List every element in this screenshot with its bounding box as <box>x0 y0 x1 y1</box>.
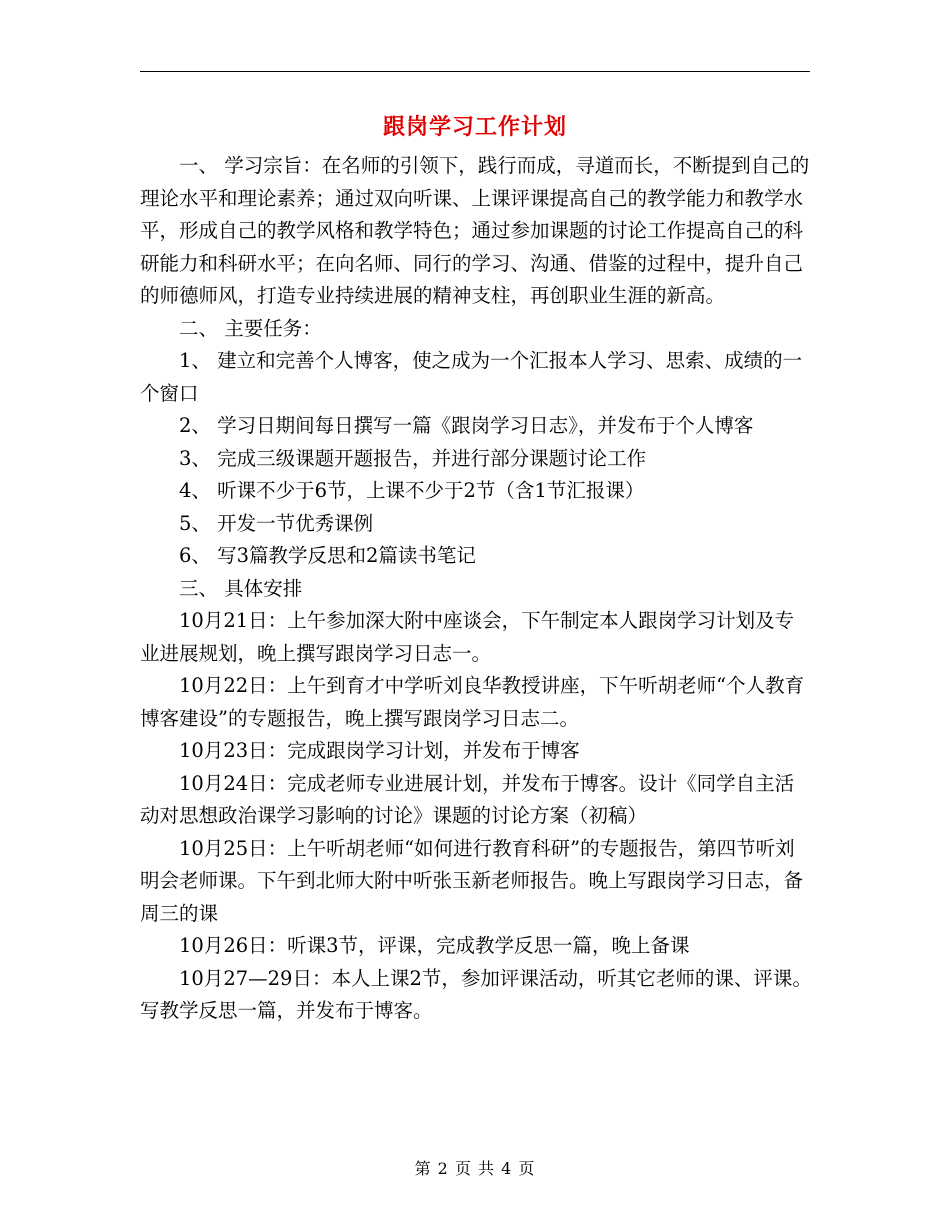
schedule-item-oct27-29: 10月27—29日：本人上课2节，参加评课活动，听其它老师的课、评课。写教学反思一篇，并发布于博客。 <box>140 966 812 1022</box>
task-item-2: 2、 学习日期间每日撰写一篇《跟岗学习日志》，并发布于个人博客 <box>179 414 754 437</box>
paragraph-purpose: 一、 学习宗旨：在名师的引领下，践行而成，寻道而长，不断提到自己的理论水平和理论素养；通过双向听课、上课评课提高自己的教学能力和教学水平，形成自己的教学风格和教学特色；通过参加课题的讨论工作提高自己的科研能力和科研水平；在向名师、同行的学习、沟通、借鉴的过程中，提升自己的师德师风，打造专业持续进展的精神支柱，再创职业生涯的新高。 <box>140 154 810 307</box>
section-heading-tasks: 二、 主要任务： <box>179 316 322 340</box>
task-item-5: 5、 开发一节优秀课例 <box>179 511 374 535</box>
document-title: 跟岗学习工作计划 <box>382 114 567 140</box>
schedule-item-oct21: 10月21日：上午参加深大附中座谈会，下午制定本人跟岗学习计划及专业进展规划，晚上撰写跟岗学习日志一。 <box>140 609 795 665</box>
schedule-item-oct24: 10月24日：完成老师专业进展计划，并发布于博客。设计《同学自主活动对思想政治课学习影响的讨论》课题的讨论方案（初稿） <box>140 771 795 827</box>
schedule-item-oct22: 10月22日：上午到育才中学听刘良华教授讲座，下午听胡老师“个人教育博客建设”的专题报告，晚上撰写跟岗学习日志二。 <box>140 674 805 730</box>
document-body <box>140 150 812 1028</box>
task-item-1: 1、 建立和完善个人博客，使之成为一个汇报本人学习、思索、成绩的一个窗口 <box>140 349 803 405</box>
task-item-3: 3、 完成三级课题开题报告，并进行部分课题讨论工作 <box>179 446 647 470</box>
schedule-item-oct23: 10月23日：完成跟岗学习计划，并发布于博客 <box>179 739 580 762</box>
schedule-item-oct26: 10月26日：听课3节，评课，完成教学反思一篇，晚上备课 <box>179 934 690 957</box>
header-rule <box>140 71 810 72</box>
task-item-4: 4、 听课不少于6节，上课不少于2节（含1节汇报课） <box>179 479 645 502</box>
section-heading-schedule: 三、 具体安排 <box>179 576 303 600</box>
schedule-item-oct25: 10月25日：上午听胡老师“如何进行教育科研”的专题报告，第四节听刘明会老师课。下午到北师大附中听张玉新老师报告。晚上写跟岗学习日志，备周三的课 <box>140 836 804 925</box>
task-item-6: 6、 写3篇教学反思和2篇读书笔记 <box>179 544 476 567</box>
page-footer: 第 2 页 共 4 页 <box>414 1159 536 1178</box>
